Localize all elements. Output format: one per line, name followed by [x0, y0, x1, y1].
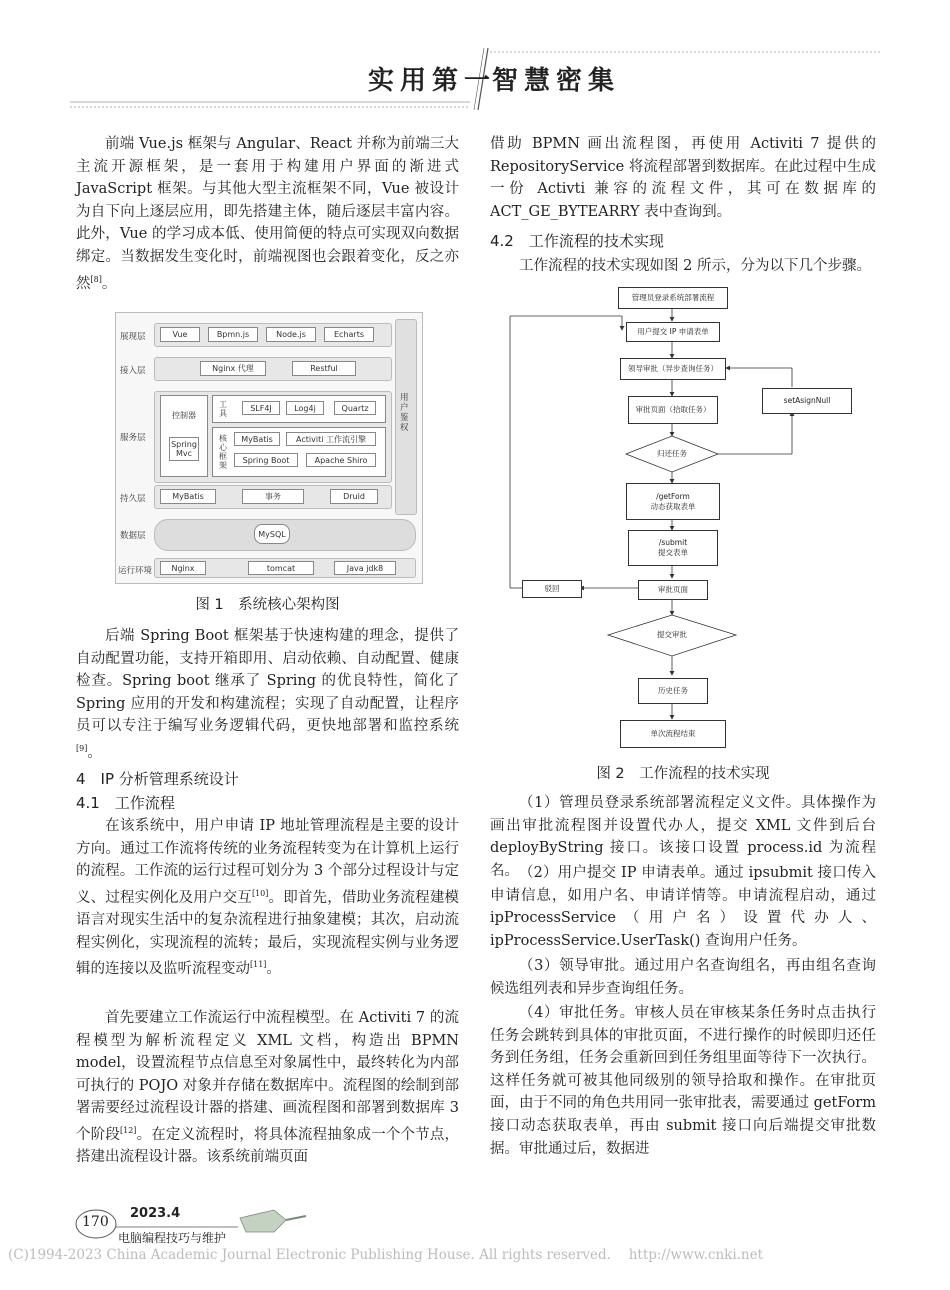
left-p4-text: 首先要建立工作流运行中流程模型。在 Activiti 7 的流程模型为解析流程定义 XML 文档，构造出 BPMN model，设置流程节点信息至对象属性中，最终转化为内部可执行的 POJO 对象并存储在数据库中。流程图的绘制到部署需要经过流程设计器的搭建、画流程图和部署到数据库 3 个阶段 [76, 1010, 459, 1143]
flow-label-return-task: 归还任务 [657, 449, 687, 458]
left-paragraph-4 [76, 1007, 459, 1169]
left-paragraph-2 [76, 625, 459, 764]
box-mysql: MySQL [254, 524, 290, 544]
right-paragraph-1: 借助 BPMN 画出流程图，再使用 Activiti 7 提供的 RepositoryService 将流程部署到数据库。在此过程中生成一份 Activti 兼容的流程文件，其可在数据库的 ACT_GE_BYTEARRY 表中查询到。 [490, 136, 876, 220]
submit-desc: 提交表单 [658, 548, 688, 557]
core-label: 核心框架 [219, 434, 227, 470]
left-p2-end: 。 [87, 744, 102, 761]
header [0, 40, 950, 120]
box-echarts: Echarts [324, 327, 374, 342]
layer-label-data: 数据层 [120, 531, 146, 541]
left-p4-end: 。在定义流程时，将具体流程抽象成一个个节点，搭建出流程设计器。该系统前端页面 [76, 1126, 460, 1166]
architecture-figure [115, 312, 423, 584]
left-p1-text: 前端 Vue.js 框架与 Angular、React 并称为前端三大主流开源框架，是一套用于构建用户界面的渐进式 JavaScript 框架。与其他大型主流框架不同，Vue 被设计为自下向上逐层应用，即先搭建主体，随后逐层丰富内容。此外，Vue 的学习成本低、使用简便的特点可实现双向数据绑定。当数据发生变化时，前端视图也会跟着变化，反之亦然 [76, 136, 459, 292]
usb-cable-icon [240, 1210, 286, 1232]
box-druid: Druid [330, 489, 378, 504]
box-tomcat: tomcat [248, 561, 314, 575]
right-paragraph-2: 工作流程的技术实现如图 2 所示，分为以下几个步骤。 [519, 258, 871, 274]
box-restful: Restful [292, 361, 356, 376]
layer-label-service: 服务层 [120, 433, 146, 443]
flow-node-approve-page-2: 审批页面 [638, 580, 708, 600]
flowchart-figure [500, 282, 870, 754]
box-shiro: Apache Shiro [306, 453, 376, 467]
flow-node-reject: 驳回 [522, 580, 582, 598]
box-activiti: Activiti 工作流引擎 [286, 432, 376, 446]
ref-9: [9] [76, 743, 88, 753]
box-persist-mybatis: MyBatis [160, 489, 216, 504]
flow-node-leader-approve: 领导审批（异步查询任务） [620, 358, 726, 380]
left-p3-end: 。 [266, 961, 281, 978]
getform-path: /getForm [656, 491, 690, 501]
box-transaction: 事务 [242, 489, 304, 504]
right-step-1: （1）管理员登录系统部署流程定义文件。具体操作为画出审批流程图并设置代办人，提交 XML 文件到后台 deployByString 接口。该接口设置 process.id 为流程名。 [490, 795, 876, 879]
controller-label: 控制器 [172, 411, 196, 420]
flow-node-getform [626, 483, 720, 520]
left-p1-end: 。 [101, 275, 117, 292]
section-4-1-heading: 4.1 工作流程 [76, 794, 175, 812]
ref-11: [11] [250, 960, 267, 970]
footer [60, 1196, 360, 1245]
ref-8: [8] [90, 274, 102, 284]
spring-mvc-box: Spring Mvc [169, 437, 199, 461]
getform-desc: 动态获取表单 [650, 501, 696, 511]
copyright: (C)1994-2023 China Academic Journal Electronic Publishing House. All rights reserved. http://www.cnki.net [8, 1247, 764, 1263]
right-step-2: （2）用户提交 IP 申请表单。通过 ipsubmit 接口传入申请信息，如用户名、申请详情等。申请流程启动，通过 ipProcessService（用户名）设置代办人、ipProcessService.UserTask() 查询用户任务。 [490, 865, 876, 949]
controller-box [160, 395, 208, 477]
box-nginx-proxy: Nginx 代理 [200, 361, 266, 376]
layer-label-access: 接入层 [120, 366, 146, 376]
left-paragraph-3 [76, 815, 459, 981]
ref-10: [10] [251, 888, 269, 898]
header-title-right: 智慧密集 [492, 66, 621, 96]
left-p3-mid: 。即首先，借助业务流程建模语言对现实生活中的复杂流程进行抽象建模；其次，启动流程实例化，实现流程的流转；最后，实现流程实例与业务逻辑的连接以及监听流程变动 [76, 889, 460, 978]
journal-name: 电脑编程技巧与维护 [118, 1231, 227, 1245]
layer-label-runtime: 运行环境 [118, 566, 153, 576]
auth-label: 用户鉴权 [400, 393, 409, 433]
box-nodejs: Node.js [266, 327, 316, 342]
header-title-left: 实用第一 [368, 66, 497, 96]
figure-2-caption: 图 2 工作流程的技术实现 [596, 766, 770, 782]
ref-12: [12] [120, 1125, 137, 1135]
layer-label-persist: 持久层 [120, 494, 146, 504]
page-number: 170 [82, 1214, 109, 1230]
issue: 2023.4 [130, 1206, 181, 1221]
box-core-mybatis: MyBatis [234, 432, 280, 446]
flow-node-deploy: 管理员登录系统部署流程 [618, 287, 728, 309]
left-p2-text: 后端 Spring Boot 框架基于快速构建的理念，提供了自动配置功能，支持开箱即用、启动依赖、自动配置、健康检查。Spring boot 继承了 Spring 的优良特性，简化了 Spring 应用的开发和构建流程；实现了自动配置，让程序员可以专注于编写业务逻辑代码，更快地部署和监控系统 [76, 628, 459, 735]
flow-node-approve-page: 审批页面（拾取任务） [628, 396, 718, 424]
left-paragraph-1 [76, 133, 459, 295]
box-springboot: Spring Boot [234, 453, 298, 467]
box-slf4j: SLF4J [242, 401, 280, 415]
box-java: Java jdk8 [334, 561, 396, 575]
flow-node-history: 历史任务 [638, 678, 708, 704]
box-runtime-nginx: Nginx [160, 561, 206, 575]
flow-node-submit-form: 用户提交 IP 申请表单 [626, 322, 720, 342]
section-4-2-heading: 4.2 工作流程的技术实现 [490, 232, 664, 250]
box-log4j: Log4j [286, 401, 324, 415]
section-4-heading: 4 IP 分析管理系统设计 [76, 770, 239, 788]
box-bpmnjs: Bpmn.js [208, 327, 258, 342]
right-step-4: （4）审批任务。审核人员在审核某条任务时点击执行任务会跳转到具体的审批页面，不进行操作的时候即归还任务到任务组，任务会重新回到任务组里面等待下一次执行。这样任务就可被其他同级别的领导拾取和操作。在审批页面，由于不同的角色共用同一张审批表，需要通过 getForm 接口动态获取表单，再由 submit 接口向后端提交审批数据。审批通过后，数据进 [490, 1005, 876, 1157]
submit-path: /submit [658, 538, 688, 547]
left-p3-text: 在该系统中，用户申请 IP 地址管理流程是主要的设计方向。通过工作流将传统的业务流程转变为在计算机上运行的流程。工作流的运行过程可划分为 3 个部分过程设计与定义、过程实例化及用户交互 [76, 818, 459, 906]
right-step-3: （3）领导审批。通过用户名查询组名，再由组名查询候选组列表和异步查询组任务。 [490, 958, 876, 997]
layer-label-present: 展现层 [120, 332, 146, 342]
box-vue: Vue [160, 327, 200, 342]
flow-node-set-asign-null: setAsignNull [762, 388, 852, 414]
tools-label: 工具 [219, 400, 227, 418]
box-quartz: Quartz [334, 401, 376, 415]
flow-node-end: 单次流程结束 [620, 720, 726, 748]
figure-1-caption: 图 1 系统核心架构图 [195, 597, 340, 613]
layer-access [154, 357, 392, 381]
flow-node-submit [628, 530, 718, 566]
flow-label-submit-approval: 提交审批 [657, 630, 687, 639]
